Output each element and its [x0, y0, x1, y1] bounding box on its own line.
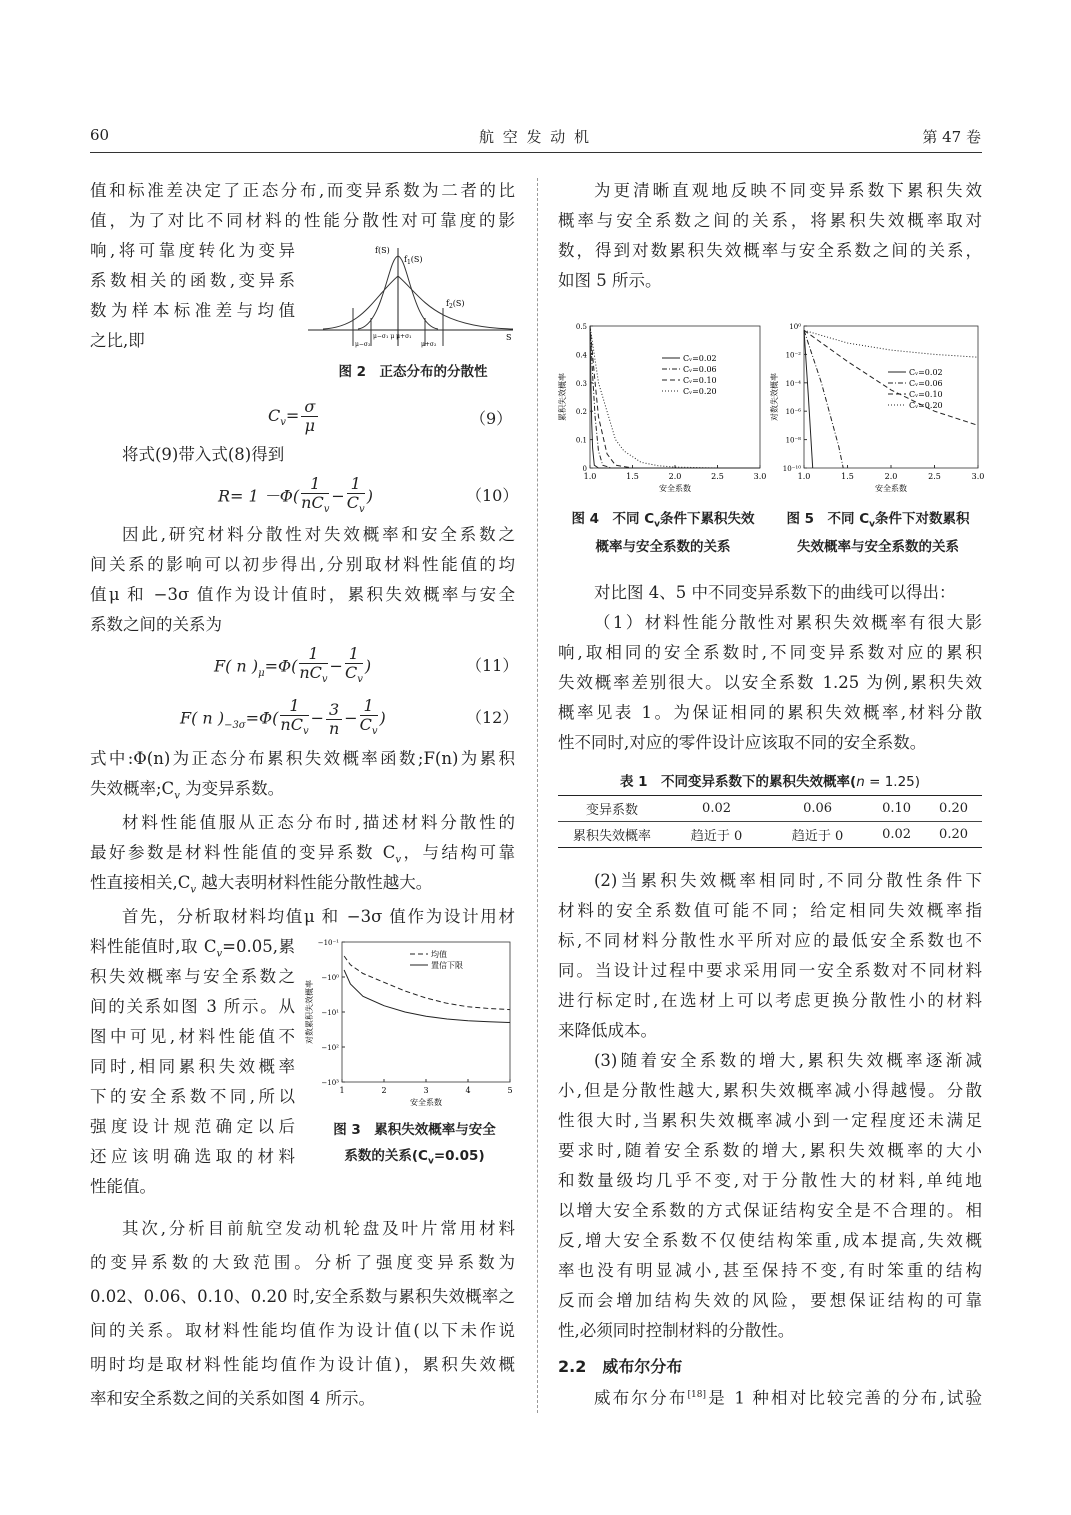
x-tick-label: 2.5: [928, 472, 941, 481]
paragraph: 同。当设计过程中要求采用同一安全系数对不同材料: [558, 961, 982, 980]
series-line: [804, 330, 813, 468]
paragraph: 因此,研究材料分散性对失效概率和安全系数之: [122, 525, 515, 544]
paragraph: 同时,相同累积失效概率: [90, 1057, 295, 1076]
y-tick-label: 10⁰: [789, 323, 801, 331]
equation-12-number: （12）: [466, 708, 519, 727]
y-tick-label: 0.2: [575, 408, 587, 417]
y-tick-label: −10⁻¹: [317, 939, 339, 947]
equation-10-number: （10）: [466, 486, 519, 505]
paragraph: (3)随着安全系数的增大,累积失效概率逐渐减: [594, 1051, 982, 1070]
y-tick-label: 10⁻⁶: [785, 408, 801, 417]
paragraph: 值，为了对比不同材料的性能分散性对可靠度的影: [90, 211, 515, 230]
paragraph: 还应该明确选取的材料: [90, 1147, 295, 1166]
paragraph: 图中可见,材料性能值不: [90, 1027, 295, 1046]
paragraph: 系数之间的关系为: [90, 615, 222, 634]
table-cell: 0.02: [882, 827, 912, 842]
y-tick-label: −10⁰: [321, 974, 339, 982]
paragraph: 间的关系如图 3 所示。从: [90, 997, 295, 1016]
paragraph: 概率见表 1。为保证相同的累积失效概率,材料分散: [558, 703, 982, 722]
paragraph: 反,增大安全系数不仅使结构笨重,成本提高,失效概: [558, 1231, 982, 1250]
x-axis-label: 安全系数: [659, 484, 691, 493]
table-cell: 0.20: [939, 827, 968, 842]
plot-frame: [590, 326, 760, 468]
paragraph: 性不同时,对应的零件设计应该取不同的安全系数。: [558, 733, 927, 752]
paragraph: 性很大时,当累积失效概率减小到一定程度还未满足: [558, 1111, 982, 1130]
legend-label: 置信下限: [431, 961, 463, 970]
series-line: [590, 326, 760, 468]
x-tick-label: 2.0: [884, 472, 898, 481]
legend-label: Cᵥ=0.20: [909, 401, 943, 410]
x-axis-label: 安全系数: [875, 484, 907, 493]
x-tick-label: 2.0: [668, 472, 682, 481]
fig2-f1-label: $f_1(S)$: [404, 255, 423, 266]
figure-4-caption: 图 4 不同 $C_v$条件下累积失效: [571, 511, 755, 530]
x-axis-label: 安全系数: [410, 1098, 442, 1107]
paragraph: 响,取相同的安全系数时,不同变异系数对应的累积: [558, 643, 982, 662]
x-tick-label: 5: [507, 1086, 513, 1095]
paragraph: 值μ 和 −3σ 值作为设计值时，累积失效概率与安全: [90, 585, 515, 604]
paragraph: 材料的安全系数值可能不同；给定相同失效概率指: [558, 901, 982, 920]
y-tick-label: 10⁻²: [785, 351, 801, 360]
paragraph: 性能值。: [90, 1177, 156, 1196]
legend-label: Cᵥ=0.02: [683, 354, 717, 363]
plot-frame: [342, 942, 510, 1082]
x-tick-label: 3.0: [753, 472, 767, 481]
legend-label: Cᵥ=0.06: [909, 379, 943, 388]
series-line: [804, 330, 978, 425]
figure-3-chart: [300, 932, 518, 1110]
figure-5-chart: [768, 316, 986, 502]
volume: 第 47 卷: [922, 128, 981, 146]
fig2-f2-label: $f_2(S)$: [446, 299, 465, 310]
x-tick-label: 3.0: [971, 472, 985, 481]
paragraph: 积失效概率与安全系数之: [90, 967, 295, 986]
paragraph: 失效概率差别很大。以安全系数 1.25 为例,累积失效: [558, 673, 982, 692]
paragraph: 率也没有明显减小,甚至保持不变,有时笨重的结构: [558, 1261, 982, 1280]
paragraph: 将式(9)带入式(8)得到: [122, 445, 285, 464]
paragraph: 和数量级均几乎不变,对于分散性大的材料,单纯地: [558, 1171, 982, 1190]
paragraph: 要求时,随着安全系数的增大,累积失效概率的大小: [558, 1141, 982, 1160]
x-tick-label: 1.5: [841, 472, 854, 481]
paragraph: 间的关系。取材料性能均值作为设计值(以下未作说: [90, 1321, 515, 1340]
equation-11-number: （11）: [466, 656, 519, 675]
fig2-inner-label: μ−σ₁ μ μ+σ₁: [373, 333, 412, 340]
series-line: [344, 970, 510, 1023]
paragraph: 失效概率$;C_v$ 为变异系数。: [90, 779, 285, 802]
paragraph: 值和标准差决定了正态分布,而变异系数为二者的比: [90, 181, 515, 200]
fig2-outer-left: μ−σ₂: [355, 341, 371, 348]
table-1: [558, 795, 982, 848]
fig2-outer-right: μ+σ₂: [421, 341, 437, 348]
table-cell: 0.10: [882, 801, 912, 816]
x-tick-label: 4: [465, 1086, 471, 1095]
paragraph: 其次,分析目前航空发动机轮盘及叶片常用材料: [122, 1219, 515, 1238]
paragraph: 数，得到对数累积失效概率与安全系数之间的关系，: [558, 241, 982, 260]
paragraph: （1）材料性能分散性对累积失效概率有很大影: [594, 613, 982, 632]
fig2-f-label: f(S): [375, 246, 390, 255]
y-tick-label: 10⁻⁸: [785, 436, 801, 445]
y-tick-label: 0: [582, 465, 587, 473]
equation-12: F( n )$_{-3\sigma}=\Phi$( $\frac{1}{nC_v}$ − $\frac{3}{n}$ − $\frac{1}{C_v}$ ): [180, 696, 386, 738]
table-cell: 0.06: [803, 801, 833, 816]
paragraph: 系数相关的函数,变异系: [90, 271, 295, 290]
paragraph: 间关系的影响可以初步得出,分别取材料性能值的均: [90, 555, 515, 574]
paragraph: 对比图 4、5 中不同变异系数下的曲线可以得出：: [594, 583, 956, 602]
paragraph: 如图 5 所示。: [558, 271, 662, 290]
table-cell: 变异系数: [585, 803, 638, 818]
paragraph: 0.02、0.06、0.10、0.20 时,安全系数与累积失效概率之: [90, 1287, 515, 1306]
paragraph: 概率与安全系数之间的关系，将累积失效概率取对: [558, 211, 982, 230]
paragraph: 响,将可靠度转化为变异: [90, 241, 295, 260]
paragraph: 最好参数是材料性能值的变异系数 $C_v$，与结构可靠: [90, 843, 516, 866]
y-tick-label: 0.1: [575, 436, 587, 445]
legend-label: Cᵥ=0.10: [683, 376, 717, 385]
equation-9: $C_v=$ $\frac{\sigma}{\mu}$: [268, 398, 320, 435]
y-tick-label: 10⁻¹⁰: [782, 465, 801, 473]
equation-11: F( n )$_\mu=\Phi$( $\frac{1}{nC_v}$ − $\frac{1}{C_v}$ ): [214, 644, 372, 686]
paragraph: 来降低成本。: [558, 1021, 657, 1040]
y-tick-label: −10¹: [321, 1009, 339, 1017]
paragraph: (2)当累积失效概率相同时,不同分散性条件下: [594, 871, 982, 890]
paragraph: 下的安全系数不同,所以: [90, 1087, 295, 1106]
figure-2-normal-distribution: [303, 238, 518, 353]
paragraph: 以增大安全系数的方式保证结构安全是不合理的。相: [558, 1201, 982, 1220]
x-tick-label: 2: [381, 1086, 387, 1095]
y-axis-label: 对数累积失效概率: [305, 980, 314, 1044]
y-axis-label: 对数失效概率: [770, 373, 779, 421]
series-line: [590, 326, 760, 468]
equation-9-number: （9）: [470, 409, 513, 428]
header-rule: [90, 152, 982, 153]
y-tick-label: 0.3: [575, 379, 587, 388]
paragraph: 反而会增加结构失效的风险，要想保证结构的可靠: [558, 1291, 982, 1310]
fig2-wide-curve: [323, 276, 513, 329]
paragraph: 率和安全系数之间的关系如图 4 所示。: [90, 1389, 375, 1408]
table-row: [558, 822, 982, 848]
table-cell: 0.20: [939, 801, 968, 816]
paragraph: 料性能值时,取 $C_v=0.05$,累: [90, 937, 295, 960]
paragraph: 的变异系数的大致范围。分析了强度变异系数为: [90, 1253, 515, 1272]
series-line: [590, 326, 760, 468]
figure-5-caption: 图 5 不同 $C_v$条件下对数累积: [786, 511, 970, 530]
series-line: [590, 326, 760, 468]
y-tick-label: 0.4: [575, 351, 587, 360]
paragraph: 性直接相关$,C_v$ 越大表明材料性能分散性越大。: [90, 873, 433, 896]
table-cell: 0.02: [702, 801, 731, 816]
table-1-caption: 表 1 不同变异系数下的累积失效概率(n = 1.25): [619, 774, 921, 790]
legend-label: Cᵥ=0.06: [683, 365, 717, 374]
paragraph: 小,但是分散性越大,累积失效概率减小得越慢。分散: [558, 1081, 982, 1100]
y-tick-label: 0.5: [575, 323, 587, 331]
equation-10: R= 1 －Φ( $\frac{1}{nC_v}$ − $\frac{1}{C_v}$ ): [218, 474, 373, 516]
page-number: 60: [90, 126, 110, 144]
paragraph: 威布尔分布[18]是 1 种相对比较完善的分布,试验: [594, 1388, 983, 1408]
paragraph: 性,必须同时控制材料的分散性。: [558, 1321, 795, 1340]
paragraph: 材料性能值服从正态分布时,描述材料分散性的: [122, 813, 515, 832]
figure-3-caption: 图 3 累积失效概率与安全: [333, 1122, 496, 1138]
x-tick-label: 1.0: [583, 472, 597, 481]
figure-4-caption: 概率与安全系数的关系: [595, 539, 731, 555]
table-cell: 趋近于 0: [690, 829, 743, 844]
paragraph: 式中:Φ(n)为正态分布累积失效概率函数;F(n)为累积: [90, 749, 515, 768]
figure-3-caption: 系数的关系$(C_v=0.05)$: [344, 1148, 485, 1167]
series-line: [804, 330, 978, 357]
table-cell: 累积失效概率: [572, 829, 651, 844]
legend-label: 均值: [431, 950, 447, 959]
table-cell: 趋近于 0: [791, 829, 844, 844]
legend-label: Cᵥ=0.10: [909, 390, 943, 399]
y-axis-label: 累积失效概率: [558, 373, 567, 421]
y-tick-label: −10³: [321, 1079, 339, 1087]
journal-title: 航 空 发 动 机: [478, 128, 592, 146]
paragraph: 强度设计规范确定以后: [90, 1117, 295, 1136]
x-tick-label: 1: [339, 1086, 345, 1095]
y-tick-label: −10²: [321, 1044, 339, 1052]
paragraph: 首先，分析取材料均值μ 和 −3σ 值作为设计用材: [122, 907, 515, 926]
x-tick-label: 3: [423, 1086, 429, 1095]
paragraph: 数为样本标准差与均值: [90, 301, 295, 320]
y-tick-label: 10⁻⁴: [785, 379, 801, 388]
figure-4-chart: [556, 316, 768, 502]
x-tick-label: 1.5: [626, 472, 639, 481]
paragraph: 标,不同材料分散性水平所对应的最低安全系数也不: [558, 931, 982, 950]
table-row: [558, 796, 982, 822]
paragraph: 明时均是取材料性能均值作为设计值)，累积失效概: [90, 1355, 515, 1374]
legend-label: Cᵥ=0.20: [683, 387, 717, 396]
plot-frame: [804, 326, 978, 468]
paragraph: 进行标定时,在选材上可以考虑更换分散性小的材料: [558, 991, 982, 1010]
series-line: [804, 330, 843, 468]
legend-label: Cᵥ=0.02: [909, 368, 943, 377]
figure-5-caption: 失效概率与安全系数的关系: [797, 539, 959, 555]
paragraph: 为更清晰直观地反映不同变异系数下累积失效: [594, 181, 982, 200]
paragraph: 之比,即: [90, 331, 145, 350]
x-tick-label: 1.0: [797, 472, 811, 481]
figure-2-caption: 图 2 正态分布的分散性: [338, 364, 488, 380]
fig2-s-label: S: [506, 333, 512, 342]
section-heading-2-2: 2.2 威布尔分布: [558, 1357, 683, 1376]
column-divider: [537, 178, 538, 1413]
x-tick-label: 2.5: [711, 472, 724, 481]
series-line: [344, 956, 510, 1010]
